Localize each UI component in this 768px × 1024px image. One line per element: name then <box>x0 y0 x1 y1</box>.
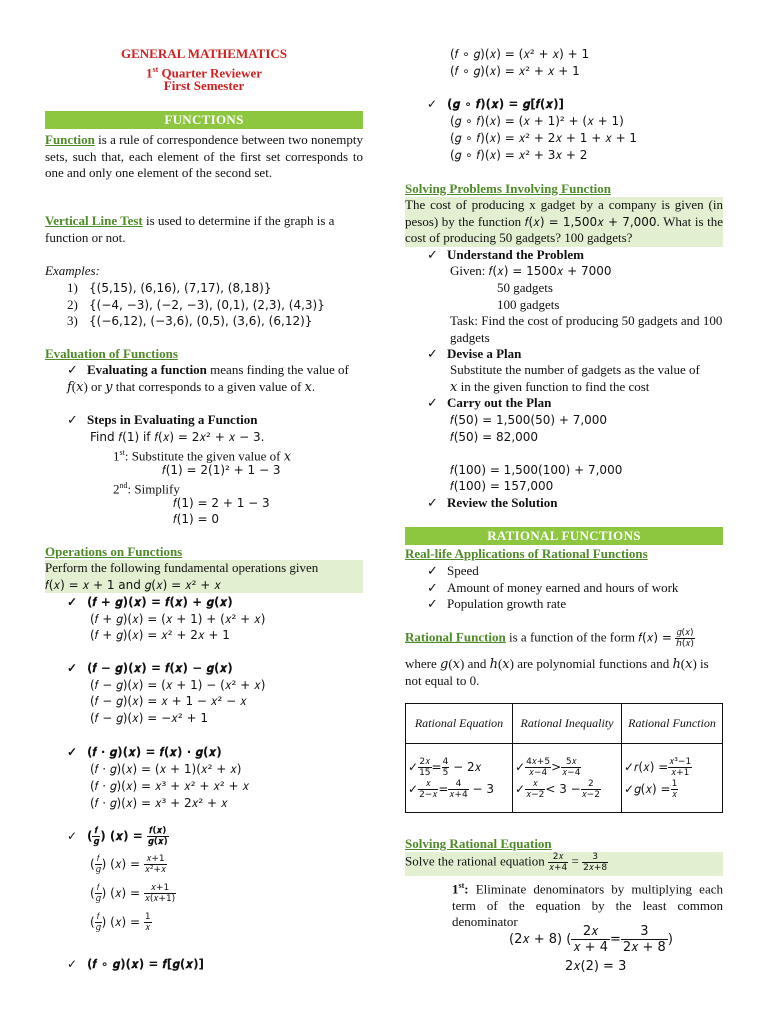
sum-title: ✓ (𝒇 + 𝒈)(𝒙) = 𝒇(𝒙) + 𝒈(𝒙) <box>67 595 233 609</box>
application-item: ✓ Population growth rate <box>427 596 567 611</box>
quotient-line-3: ( $\frac{\text{𝑓}}{\text{𝑔}}$ ) (𝑥) = $\frac{1}{\text{𝑥}}$ <box>90 912 151 933</box>
vertical-line-test-definition: Vertical Line Test is used to determine if the graph is a function or not. <box>45 213 335 245</box>
semester-label: First Semester <box>163 78 245 93</box>
problem-task: Task: Find the cost of producing 50 gadgets and 100 gadgets <box>450 313 723 345</box>
carry-line-2: 𝑓(50) = 82,000 <box>450 430 539 444</box>
check-icon: ✓ <box>427 395 438 410</box>
product-line-2: (𝑓 ⋅ 𝑔)(𝑥) = 𝑥³ + 𝑥² + 𝑥² + 𝑥 <box>90 779 250 793</box>
check-icon: ✓ <box>427 596 438 611</box>
application-item: ✓ Amount of money earned and hours of work <box>427 580 679 595</box>
evaluation-step-2-line-2: 𝑓(1) = 0 <box>173 512 220 526</box>
table-header-inequality: Rational Inequality <box>513 704 622 744</box>
problem-step-review: ✓ Review the Solution <box>427 495 558 510</box>
document-title: GENERAL MATHEMATICS <box>120 46 287 61</box>
solve-step-1: 1st: Eliminate denominators by multiplying each term of the equation by the least common denominator <box>452 881 723 930</box>
table-header-function: Rational Function <box>622 704 723 744</box>
list-item: 1) {(5,15), (6,16), (7,17), (8,18)} <box>67 280 272 295</box>
check-icon: ✓ <box>427 247 438 262</box>
check-icon: ✓ <box>67 661 78 675</box>
difference-line-3: (𝑓 − 𝑔)(𝑥) = −𝑥² + 1 <box>90 711 208 725</box>
sum-line-2: (𝑓 + 𝑔)(𝑥) = 𝑥² + 2𝑥 + 1 <box>90 628 230 642</box>
difference-line-2: (𝑓 − 𝑔)(𝑥) = 𝑥 + 1 − 𝑥² − 𝑥 <box>90 694 247 708</box>
check-icon: ✓ <box>427 563 438 578</box>
composition-gf-title: ✓ (𝒈 ∘ 𝒇)(𝒙) = 𝒈[𝒇(𝒙)] <box>427 97 565 111</box>
examples-label: Examples: <box>45 263 100 278</box>
composition-fg-line-1: (𝑓 ∘ 𝑔)(𝑥) = (𝑥² + 𝑥) + 1 <box>450 47 590 61</box>
problem-step-plan: ✓ Devise a Plan <box>427 346 522 361</box>
table-header-equation: Rational Equation <box>406 704 513 744</box>
problems-heading: Solving Problems Involving Function <box>405 181 611 196</box>
evaluation-step-1-equation: 𝑓(1) = 2(1)² + 1 − 3 <box>162 463 281 477</box>
carry-line-1: 𝑓(50) = 1,500(50) + 7,000 <box>450 413 608 427</box>
problem-plan: Substitute the number of gadgets as the value of 𝑥 in the given function to find the cost <box>450 362 700 394</box>
composition-fg-line-2: (𝑓 ∘ 𝑔)(𝑥) = 𝑥² + 𝑥 + 1 <box>450 64 580 78</box>
examples-list <box>67 280 325 330</box>
quotient-line-1: ( $\frac{\text{𝑓}}{\text{𝑔}}$ ) (𝑥) = $\frac{\text{𝑥+1}}{\text{𝑥²+𝑥}}$ <box>90 854 167 875</box>
check-icon: ✓ <box>67 957 78 971</box>
solve-heading: Solving Rational Equation <box>405 836 552 851</box>
problem-given-2: 100 gadgets <box>497 297 560 312</box>
difference-line-1: (𝑓 − 𝑔)(𝑥) = (𝑥 + 1) − (𝑥² + 𝑥) <box>90 678 266 692</box>
quotient-title: ✓ ( $\frac{\text{𝒇}}{\text{𝒈}}$ ) (𝒙) = $\frac{\text{𝒇(𝒙)}}{\text{𝒈(𝒙)}}$ <box>67 826 168 847</box>
function-cell: ✓𝑟(𝑥) = $\frac{\text{𝑥³−1}}{\text{𝑥+1}}$ ✓𝑔(𝑥) = $\frac{1}{\text{𝑥}}$ <box>622 744 723 813</box>
check-icon: ✓ <box>67 362 78 377</box>
sum-line-1: (𝑓 + 𝑔)(𝑥) = (𝑥 + 1) + (𝑥² + 𝑥) <box>90 612 266 626</box>
functions-section-bar: FUNCTIONS <box>45 111 363 129</box>
application-item: ✓ Speed <box>427 563 479 578</box>
evaluation-step-1: 1st: Substitute the given value of 𝑥 <box>113 448 292 464</box>
inequality-cell: ✓ $\frac{\text{4𝑥+5}}{\text{𝑥−4}}$ > $\frac{\text{5𝑥}}{\text{𝑥−4}}$ ✓ $\frac{\text{𝑥}}{\text{𝑥−2}}$ < 3 − $\frac{2}{\text{𝑥−2}}$ <box>513 744 622 813</box>
function-definition: Function is a rule of correspondence between two nonempty sets, such that, each element of the first set corresponds to one and only one element of the second set. <box>45 132 363 180</box>
composition-fg-title: ✓ (𝒇 ∘ 𝒈)(𝒙) = 𝒇[𝒈(𝒙)] <box>67 957 205 971</box>
quotient-line-2: ( $\frac{\text{𝑓}}{\text{𝑔}}$ ) (𝑥) = $\frac{\text{𝑥+1}}{\text{𝑥(𝑥+1)}}$ <box>90 883 176 904</box>
check-icon: ✓ <box>427 495 438 510</box>
check-icon: ✓ <box>427 346 438 361</box>
vertical-line-test-term: Vertical Line Test <box>45 213 143 228</box>
check-icon: ✓ <box>67 595 78 609</box>
applications-heading: Real-life Applications of Rational Functions <box>405 546 648 561</box>
check-icon: ✓ <box>427 580 438 595</box>
check-icon: ✓ <box>427 97 438 111</box>
solve-last-line: 2𝑥(2) = 3 <box>565 959 627 974</box>
problem-given: Given: 𝑓(𝑥) = 1500𝑥 + 7000 <box>450 263 612 278</box>
product-title: ✓ (𝒇 ⋅ 𝒈)(𝒙) = 𝒇(𝒙) ⋅ 𝒈(𝒙) <box>67 745 222 759</box>
evaluation-step-2-line-1: 𝑓(1) = 2 + 1 − 3 <box>173 496 270 510</box>
composition-gf-line-2: (𝑔 ∘ 𝑓)(𝑥) = 𝑥² + 2𝑥 + 1 + 𝑥 + 1 <box>450 131 638 145</box>
check-icon: ✓ <box>67 412 78 427</box>
evaluation-heading: Evaluation of Functions <box>45 346 178 361</box>
product-line-1: (𝑓 ⋅ 𝑔)(𝑥) = (𝑥 + 1)(𝑥² + 𝑥) <box>90 762 242 776</box>
check-icon: ✓ <box>67 745 78 759</box>
rational-function-definition: Rational Function is a function of the form 𝑓(𝑥) = $\frac{\text{𝑔(𝑥)}}{\text{ℎ(𝑥)}}$ <box>405 628 694 649</box>
operations-heading: Operations on Functions <box>45 544 183 559</box>
carry-line-4: 𝑓(100) = 157,000 <box>450 479 554 493</box>
rational-section-bar: RATIONAL FUNCTIONS <box>405 527 723 545</box>
quarter-label: 1st Quarter Reviewer <box>146 65 262 81</box>
rational-function-definition-2: where 𝑔(𝑥) and ℎ(𝑥) are polynomial functions and ℎ(𝑥) is not equal to 0. <box>405 656 709 688</box>
evaluation-step-2: 2nd: Simplify <box>113 481 180 497</box>
problem-step-carry: ✓ Carry out the Plan <box>427 395 552 410</box>
operations-intro: Perform the following fundamental operations given 𝑓(𝑥) = 𝑥 + 1 and 𝑔(𝑥) = 𝑥² + 𝑥 <box>45 560 363 593</box>
solve-intro: Solve the rational equation $\frac{\text{2𝑥}}{\text{𝑥+4}}$ = $\frac{3}{\text{2𝑥+8}}$ <box>405 852 723 876</box>
composition-gf-line-3: (𝑔 ∘ 𝑓)(𝑥) = 𝑥² + 3𝑥 + 2 <box>450 148 588 162</box>
composition-gf-line-1: (𝑔 ∘ 𝑓)(𝑥) = (𝑥 + 1)² + (𝑥 + 1) <box>450 114 624 128</box>
table-row <box>406 704 723 744</box>
function-term: Function <box>45 132 95 147</box>
list-item: 3) {(−6,12), (−3,6), (0,5), (3,6), (6,12)} <box>67 313 313 328</box>
rational-function-term: Rational Function <box>405 629 506 645</box>
evaluation-item-1: ✓ Evaluating a function means finding the value of 𝑓(𝑥) or 𝑦 that corresponds to a given value of 𝑥. <box>67 362 349 394</box>
evaluation-find: Find 𝑓(1) if 𝑓(𝑥) = 2𝑥² + 𝑥 − 3. <box>90 430 265 444</box>
solve-big-equation: (2𝑥 + 8) ( $\frac{\text{2𝑥}}{\text{𝑥 + 4}}$ = $\frac{3}{\text{2𝑥 + 8}}$ ) <box>509 924 673 955</box>
equation-cell: ✓ $\frac{\text{2𝑥}}{15}$ = $\frac{4}{5}$ − 2𝑥 ✓ $\frac{\text{𝑥}}{\text{2−𝑥}}$ = $\frac{4}{\text{𝑥+4}}$ − 3 <box>406 744 513 813</box>
problem-step-understand: ✓ Understand the Problem <box>427 247 584 262</box>
evaluation-item-2: ✓ Steps in Evaluating a Function <box>67 412 258 427</box>
problem-given-1: 50 gadgets <box>497 280 553 295</box>
list-item: 2) {(−4, −3), (−2, −3), (0,1), (2,3), (4,3)} <box>67 296 325 312</box>
rational-types-table <box>405 703 723 813</box>
problem-statement: The cost of producing x gadget by a company is given (in pesos) by the function 𝑓(𝑥) = 1,500𝑥 + 7,000. What is the cost of producing 50 gadgets? 100 gadgets? <box>405 197 723 245</box>
difference-title: ✓ (𝒇 − 𝒈)(𝒙) = 𝒇(𝒙) − 𝒈(𝒙) <box>67 661 233 675</box>
carry-line-3: 𝑓(100) = 1,500(100) + 7,000 <box>450 463 623 477</box>
check-icon: ✓ <box>67 829 78 843</box>
table-row <box>406 744 723 813</box>
product-line-3: (𝑓 ⋅ 𝑔)(𝑥) = 𝑥³ + 2𝑥² + 𝑥 <box>90 796 228 810</box>
